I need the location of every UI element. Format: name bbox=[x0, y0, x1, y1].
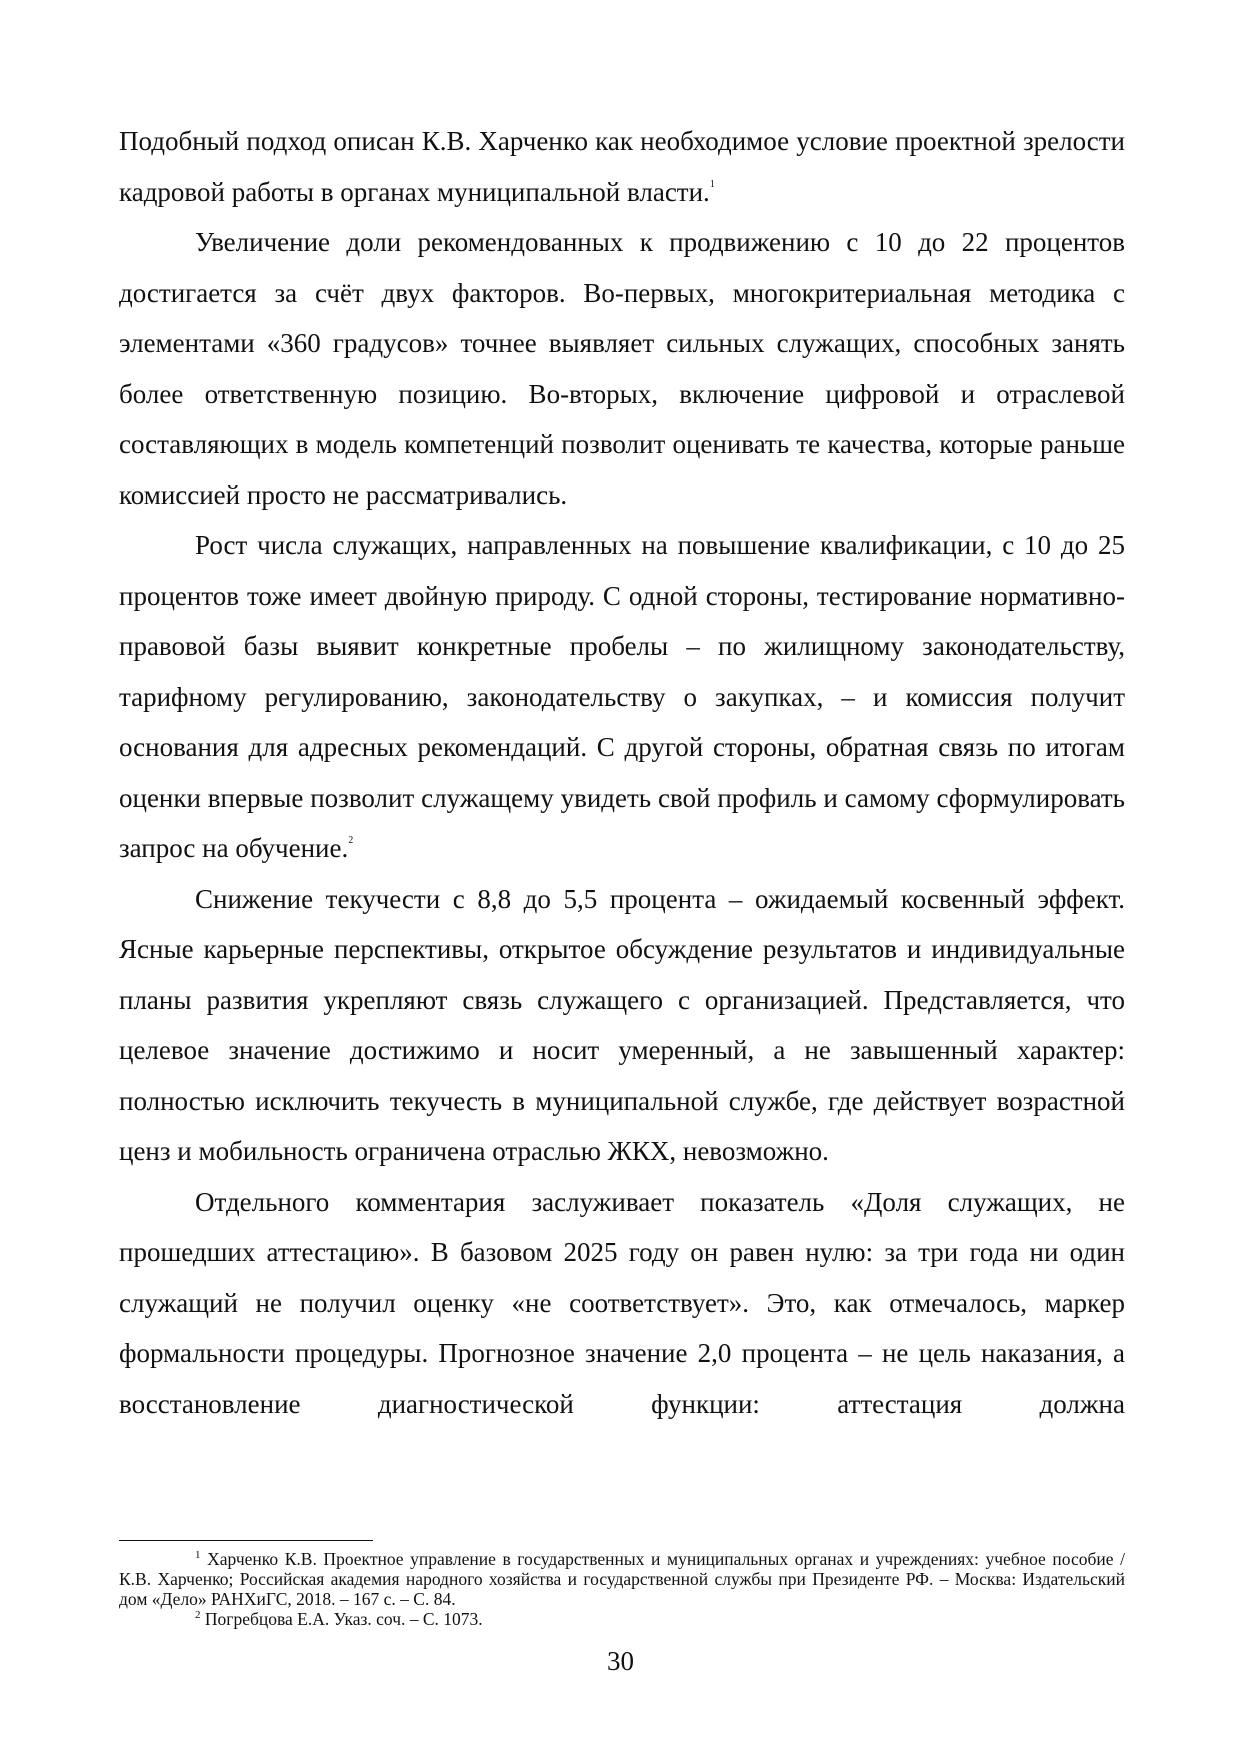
footnote-separator bbox=[119, 1540, 373, 1541]
paragraph-2: Увеличение доли рекомендованных к продвижению с 10 до 22 процентов достигается за счёт двух факторов. Во-первых, многокритериальная методика с элементами «360 градусов» точнее выявляет сильных служащих, способных занять более ответственную позицию. Во-вторых, включение цифровой и отраслевой составляющих в модель компетенций позволит оценивать те качества, которые раньше комиссией просто не рассматривались. bbox=[119, 227, 1125, 510]
footnote-1: $^1$ Харченко К.В. Проектное управление в государственных и муниципальных органах и учреждениях: учебное пособие / К.В. Харченко; Российская академия народного хозяйства и государственной службы при Президенте РФ. – Москва: Издательский дом «Дело» РАНХиГС, 2018. – 167 с. – С. 84. bbox=[119, 1549, 1125, 1609]
footnote-number: 1 bbox=[195, 1549, 201, 1562]
paragraph-4: Снижение текучести с 8,8 до 5,5 процента – ожидаемый косвенный эффект. Ясные карьерные перспективы, открытое обсуждение результатов и индивидуальные планы развития укрепляют связь служащего с организацией. Представляется, что целевое значение достижимо и носит умеренный, а не завышенный характер: полностью исключить текучесть в муниципальной службе, где действует возрастной ценз и мобильность ограничена отраслью ЖКХ, невозможно. bbox=[119, 883, 1125, 1166]
paragraph-5: Отдельного комментария заслуживает показатель «Доля служащих, не прошедших аттестацию». В базовом 2025 году он равен нулю: за три года ни один служащий не получил оценку «не соответствует». Это, как отмечалось, маркер формальности процедуры. Прогнозное значение 2,0 процента – не цель наказания, а восстановление диагностической функции: аттестация должна bbox=[119, 1186, 1125, 1419]
body-text bbox=[119, 116, 1125, 1429]
paragraph-1: Подобный подход описан К.В. Харченко как необходимое условие проектной зрелости кадровой работы в органах муниципальной власти.$^1$ bbox=[119, 126, 1125, 207]
footnote-ref-2[interactable]: 2 bbox=[348, 835, 354, 846]
footnote-number: 2 bbox=[195, 1609, 201, 1622]
footnote-2: $^2$ Погребцова Е.А. Указ. соч. – С. 1073. bbox=[195, 1609, 483, 1629]
page-number: 30 bbox=[607, 1646, 634, 1676]
paragraph-3: Рост числа служащих, направленных на повышение квалификации, с 10 до 25 процентов тоже имеет двойную природу. С одной стороны, тестирование нормативно-правовой базы выявит конкретные пробелы – по жилищному законодательству, тарифному регулированию, законодательству о закупках, – и комиссия получит основания для адресных рекомендаций. С другой стороны, обратная связь по итогам оценки впервые позволит служащему увидеть свой профиль и самому сформулировать запрос на обучение.$^2$ bbox=[119, 530, 1125, 863]
footnotes bbox=[119, 1549, 1125, 1629]
footnote-ref-1[interactable]: 1 bbox=[709, 178, 715, 190]
